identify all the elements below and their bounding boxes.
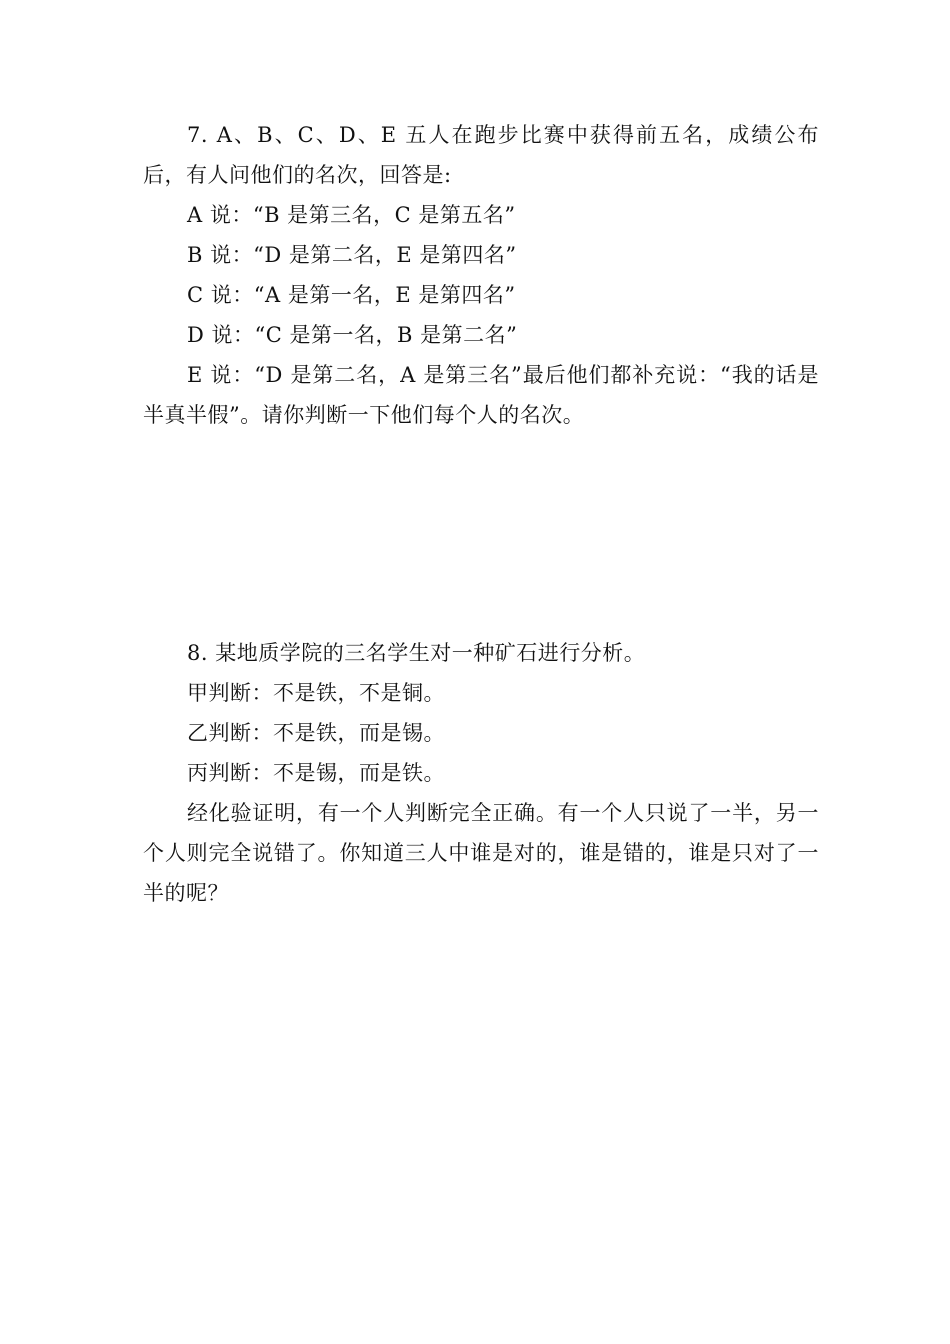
statement-b: B 说：“D 是第二名，E 是第四名” xyxy=(187,243,517,267)
question-8 xyxy=(143,633,819,913)
statement-c: C 说：“A 是第一名，E 是第四名” xyxy=(187,283,516,307)
question-8-conclusion: 经化验证明，有一个人判断完全正确。有一个人只说了一半，另一个人则完全说错了。你知道三人中谁是对的，谁是错的，谁是只对了一半的呢？ xyxy=(143,801,819,905)
question-7-intro: 7. A、B、C、D、E 五人在跑步比赛中获得前五名，成绩公布后，有人问他们的名次，回答是: xyxy=(143,123,819,187)
statement-jia: 甲判断：不是铁，不是铜。 xyxy=(187,681,445,705)
statement-e-and-question: E 说：“D 是第二名，A 是第三名”最后他们都补充说：“我的话是半真半假”。请你判断一下他们每个人的名次。 xyxy=(143,363,819,427)
question-7 xyxy=(143,115,819,435)
statement-d: D 说：“C 是第一名，B 是第二名” xyxy=(187,323,518,347)
statement-bing: 丙判断：不是锡，而是铁。 xyxy=(187,761,445,785)
statement-a: A 说：“B 是第三名，C 是第五名” xyxy=(187,203,516,227)
statement-yi: 乙判断：不是铁，而是锡。 xyxy=(187,721,445,745)
question-8-intro: 8. 某地质学院的三名学生对一种矿石进行分析。 xyxy=(187,641,646,665)
